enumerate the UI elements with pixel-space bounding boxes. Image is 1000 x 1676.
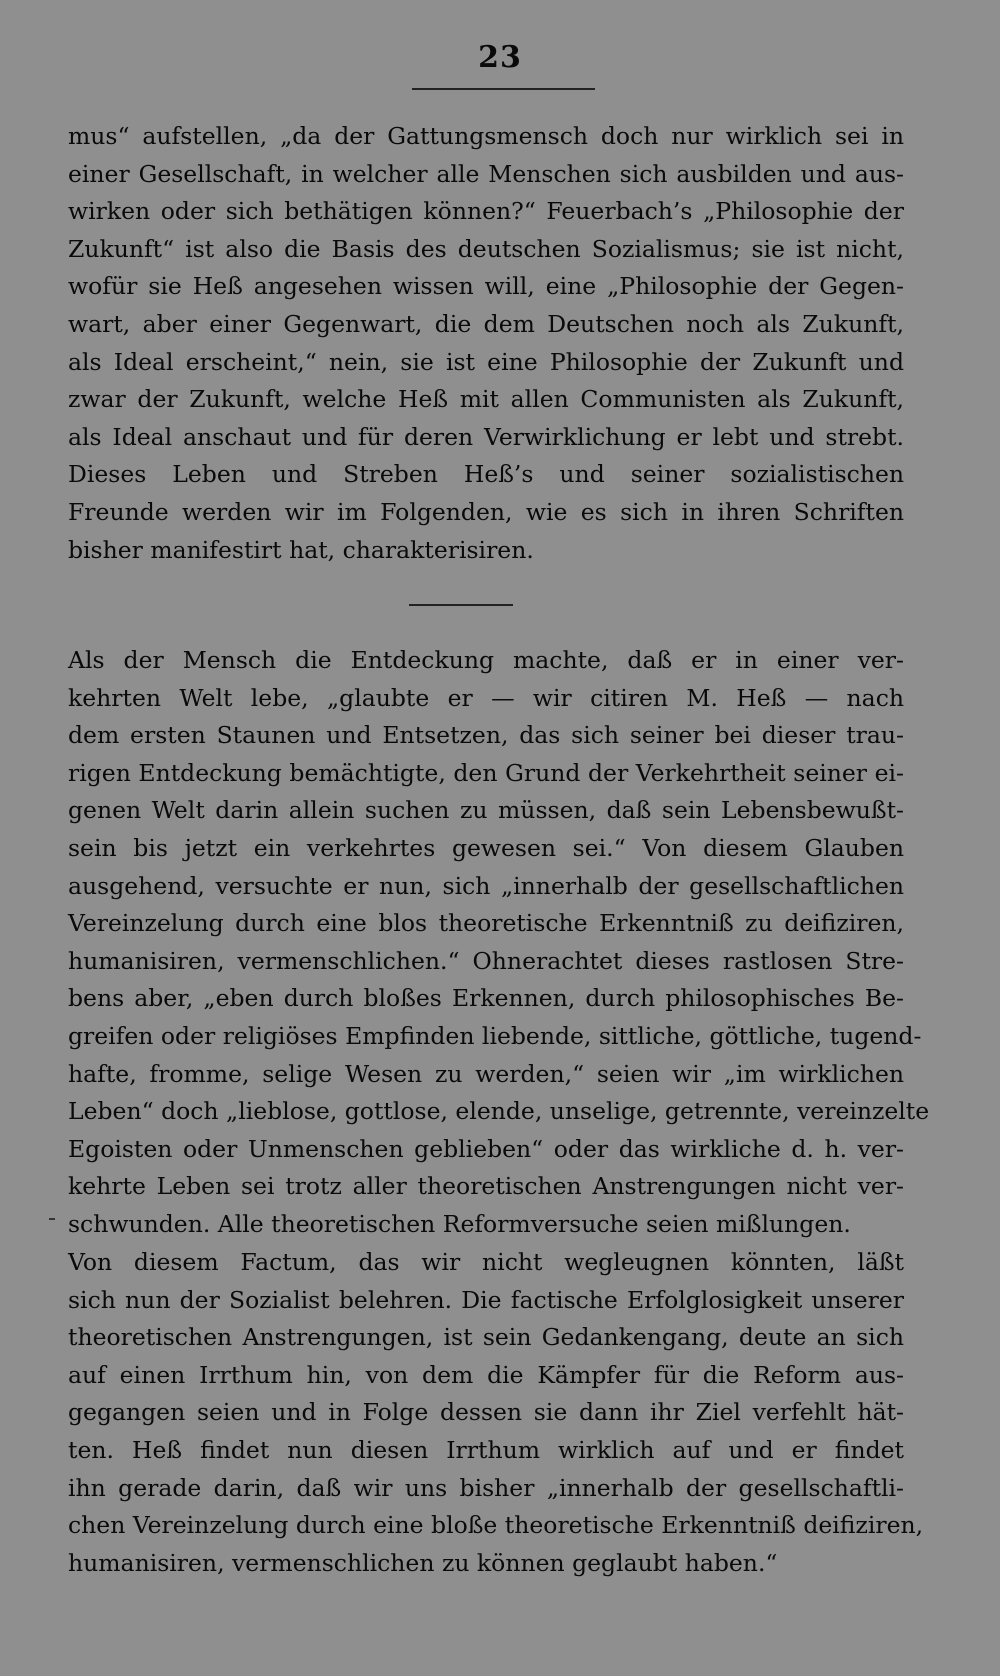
paragraph-3: [68, 1244, 924, 1582]
text-line: hafte, fromme, selige Wesen zu werden,“ seien wir „im wirklichen: [68, 1059, 904, 1088]
paragraph-2: [68, 642, 930, 1244]
text-line: wofür sie Heß angesehen wissen will, eine „Philosophie der Gegen-: [68, 272, 904, 301]
text-line: als Ideal anschaut und für deren Verwirklichung er lebt und strebt.: [68, 422, 904, 451]
text-line: rigen Entdeckung bemächtigte, den Grund der Verkehrtheit seiner ei-: [68, 758, 904, 787]
text-line: chen Vereinzelung durch eine bloße theoretische Erkenntniß deifiziren,: [68, 1511, 924, 1540]
text-line: Zukunft“ ist also die Basis des deutschen Sozialismus; sie ist nicht,: [68, 234, 904, 263]
text-line: zwar der Zukunft, welche Heß mit allen Communisten als Zukunft,: [68, 385, 904, 414]
text-line: sein bis jetzt ein verkehrtes gewesen sei.“ Von diesem Glauben: [68, 833, 904, 862]
page-number: 23: [478, 40, 522, 75]
text-line: humanisiren, vermenschlichen zu können geglaubt haben.“: [68, 1548, 778, 1577]
text-line: greifen oder religiöses Empfinden liebende, sittliche, göttliche, tugend-: [68, 1021, 922, 1050]
text-line: wart, aber einer Gegenwart, die dem Deutschen noch als Zukunft,: [68, 309, 904, 338]
text-line: theoretischen Anstrengungen, ist sein Gedankengang, deute an sich: [68, 1323, 904, 1352]
text-line: dem ersten Staunen und Entsetzen, das sich seiner bei dieser trau-: [68, 721, 904, 750]
text-line: Freunde werden wir im Folgenden, wie es sich in ihren Schriften: [68, 497, 904, 526]
header-rule: [412, 88, 595, 90]
text-line: genen Welt darin allein suchen zu müssen, daß sein Lebensbewußt-: [68, 796, 904, 825]
text-line: bisher manifestirt hat, charakterisiren.: [68, 535, 534, 564]
margin-mark: [49, 1218, 55, 1220]
text-line: auf einen Irrthum hin, von dem die Kämpfer für die Reform aus-: [68, 1360, 904, 1389]
text-line: Leben“ doch „lieblose, gottlose, elende, unselige, getrennte, vereinzelte: [68, 1097, 930, 1126]
text-line: humanisiren, vermenschlichen.“ Ohnerachtet dieses rastlosen Stre-: [68, 946, 904, 975]
text-line: ten. Heß findet nun diesen Irrthum wirklich auf und er findet: [68, 1435, 904, 1464]
text-line: kehrten Welt lebe, „glaubte er — wir citiren M. Heß — nach: [68, 683, 904, 712]
text-line: Von diesem Factum, das wir nicht wegleugnen könnten, läßt: [68, 1248, 904, 1276]
text-line: einer Gesellschaft, in welcher alle Menschen sich ausbilden und aus-: [68, 159, 904, 188]
text-line: schwunden. Alle theoretischen Reformversuche seien mißlungen.: [68, 1209, 851, 1238]
text-line: Dieses Leben und Streben Heß’s und seiner sozialistischen: [68, 460, 904, 489]
text-line: bens aber, „eben durch bloßes Erkennen, durch philosophisches Be-: [68, 984, 904, 1013]
text-line: ausgehend, versuchte er nun, sich „innerhalb der gesellschaftlichen: [68, 871, 904, 900]
text-line: ihn gerade darin, daß wir uns bisher „innerhalb der gesellschaftli-: [68, 1473, 904, 1502]
section-divider: [409, 604, 513, 606]
text-line: als Ideal erscheint,“ nein, sie ist eine Philosophie der Zukunft und: [68, 347, 904, 376]
text-line: mus“ aufstellen, „da der Gattungsmensch doch nur wirklich sei in: [68, 122, 904, 150]
text-line: Vereinzelung durch eine blos theoretische Erkenntniß zu deifiziren,: [68, 909, 904, 938]
text-line: gegangen seien und in Folge dessen sie dann ihr Ziel verfehlt hät-: [68, 1398, 904, 1427]
text-line: Egoisten oder Unmenschen geblieben“ oder das wirkliche d. h. ver-: [68, 1134, 904, 1163]
text-line: kehrte Leben sei trotz aller theoretischen Anstrengungen nicht ver-: [68, 1172, 904, 1201]
text-line: sich nun der Sozialist belehren. Die factische Erfolglosigkeit unserer: [68, 1285, 904, 1314]
paragraph-1: [68, 118, 904, 569]
text-line: wirken oder sich bethätigen können?“ Feuerbach’s „Philosophie der: [68, 197, 904, 226]
text-line: Als der Mensch die Entdeckung machte, daß er in einer ver-: [68, 646, 904, 674]
